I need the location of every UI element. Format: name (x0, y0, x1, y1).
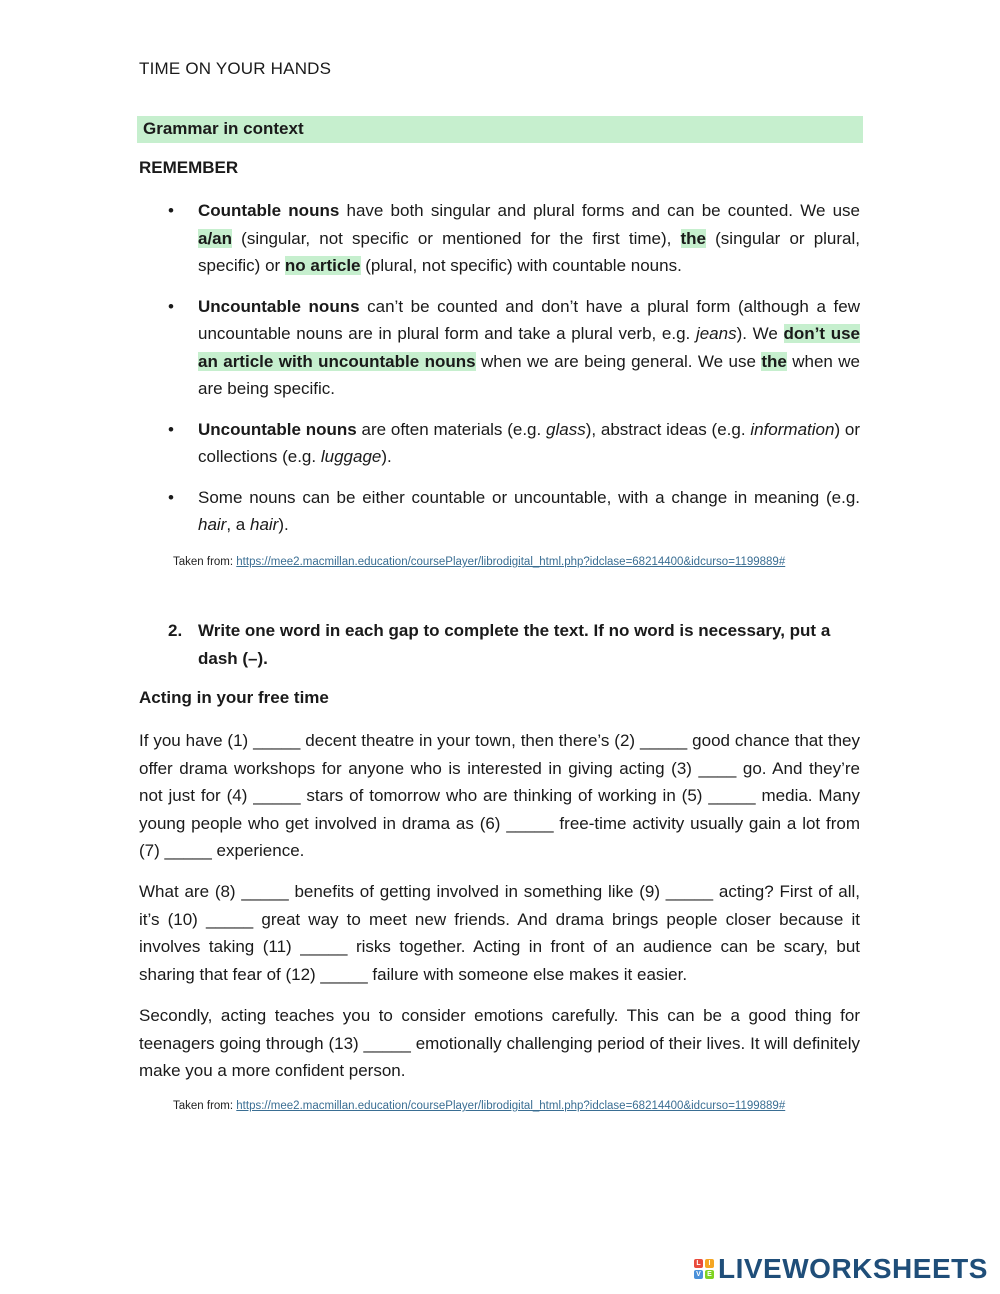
source-link[interactable]: https://mee2.macmillan.education/coursePlayer/librodigital_html.php?idclase=68214400&idcurso=1199889# (236, 1100, 786, 1112)
bullet-icon: • (168, 419, 174, 439)
rule-fragment: ). (381, 447, 392, 466)
rule-fragment: jeans (695, 324, 737, 343)
rule-fragment: information (750, 419, 835, 439)
logo-tile: I (705, 1259, 714, 1268)
highlighted-term: no article (284, 256, 361, 275)
rule-fragment: ). We (736, 324, 784, 343)
rule-fragment: (plural, not specific) with countable nouns. (360, 256, 682, 275)
rule-text (198, 484, 860, 539)
remember-heading: REMEMBER (139, 158, 239, 177)
rule-fragment: have both singular and plural forms and can be counted. We use (339, 201, 861, 220)
section-banner: Grammar in context (137, 116, 863, 143)
rule-fragment: ). (278, 515, 289, 534)
task-number: 2. (168, 621, 183, 640)
rule-item (0, 293, 860, 403)
source-label: Taken from: (173, 556, 237, 568)
highlighted-term: the (680, 228, 706, 248)
bullet-icon: • (168, 296, 174, 316)
rule-fragment: can’t be counted and don’t have a plural form (although a few uncountable nouns are in plural form and take a plural verb, e.g. (198, 296, 860, 343)
rule-fragment: (singular, not specific or mentioned for the first time), (232, 228, 681, 248)
logo-tile: V (694, 1270, 703, 1279)
rule-item (0, 484, 860, 539)
rule-fragment: Uncountable nouns (198, 419, 357, 439)
rule-fragment: hair (198, 515, 227, 534)
source-citation (173, 556, 861, 568)
task-text: Write one word in each gap to complete the text. If no word is necessary, put a dash (–). (198, 621, 831, 668)
rule-item (0, 197, 860, 280)
highlighted-term: don’t use an article with uncountable nouns (198, 324, 860, 371)
text-paragraph: Secondly, acting teaches you to consider emotions carefully. This can be a good thing for teenagers going through (13) _____ emotionally challenging period of their lives. It will definitely make you a more confident person. (139, 1006, 860, 1080)
rule-fragment: glass (546, 419, 586, 439)
rule-fragment: , a (226, 515, 250, 534)
rule-fragment: (singular or plural, specific) or (198, 228, 861, 275)
grammar-rules-list (0, 197, 1000, 552)
rule-fragment: Uncountable nouns (198, 296, 360, 316)
rule-fragment: hair (249, 515, 279, 534)
text-paragraph: What are (8) _____ benefits of getting involved in something like (9) _____ acting? First of all, it’s (10) _____ great way to meet new friends. And drama brings people closer because it involves taking (11) _____ risks together. Acting in front of an audience can be scary, but sharing that fear of (12) _____ failure with someone else makes it easier. (139, 882, 860, 984)
text-paragraph: If you have (1) _____ decent theatre in your town, then there’s (2) _____ good chance that they offer drama workshops for anyone who is interested in giving acting (3) ____ go. And they’re not just for (4) _____ stars of tomorrow who are thinking of working in (5) _____ media. Many young people who get involved in drama as (6) _____ free-time activity usually gain a lot from (7) _____ experience. (139, 731, 860, 860)
rule-fragment: ), abstract ideas (e.g. (585, 419, 751, 439)
liveworksheets-logo (694, 1253, 988, 1285)
rule-text (198, 293, 860, 403)
source-link[interactable]: https://mee2.macmillan.education/coursePlayer/librodigital_html.php?idclase=68214400&idcurso=1199889# (236, 556, 786, 568)
source-label: Taken from: (173, 1100, 237, 1112)
brand-name: LIVEWORKSHEETS (718, 1253, 988, 1284)
logo-icon (694, 1259, 714, 1279)
rule-fragment: luggage (320, 447, 382, 466)
rule-fragment: ) or collections (e.g. (198, 419, 861, 466)
rule-fragment: when we are being general. We use (475, 351, 762, 371)
rule-fragment: are often materials (e.g. (356, 419, 547, 439)
highlighted-term: the (761, 351, 787, 371)
rule-item (0, 416, 860, 471)
text-title: Acting in your free time (139, 688, 329, 707)
rule-fragment: Some nouns can be either countable or uncountable, with a change in meaning (e.g. (198, 487, 860, 507)
rule-text (198, 416, 860, 471)
bullet-icon: • (168, 201, 174, 220)
rule-fragment: Countable nouns (198, 201, 340, 220)
logo-tile: E (705, 1270, 714, 1279)
page-title: TIME ON YOUR HANDS (139, 59, 332, 78)
logo-tile: L (694, 1259, 703, 1268)
highlighted-term: a/an (198, 228, 233, 248)
rule-text (198, 197, 860, 280)
rule-fragment: when we are being specific. (198, 351, 860, 398)
source-citation (173, 1100, 861, 1112)
bullet-icon: • (168, 487, 174, 507)
